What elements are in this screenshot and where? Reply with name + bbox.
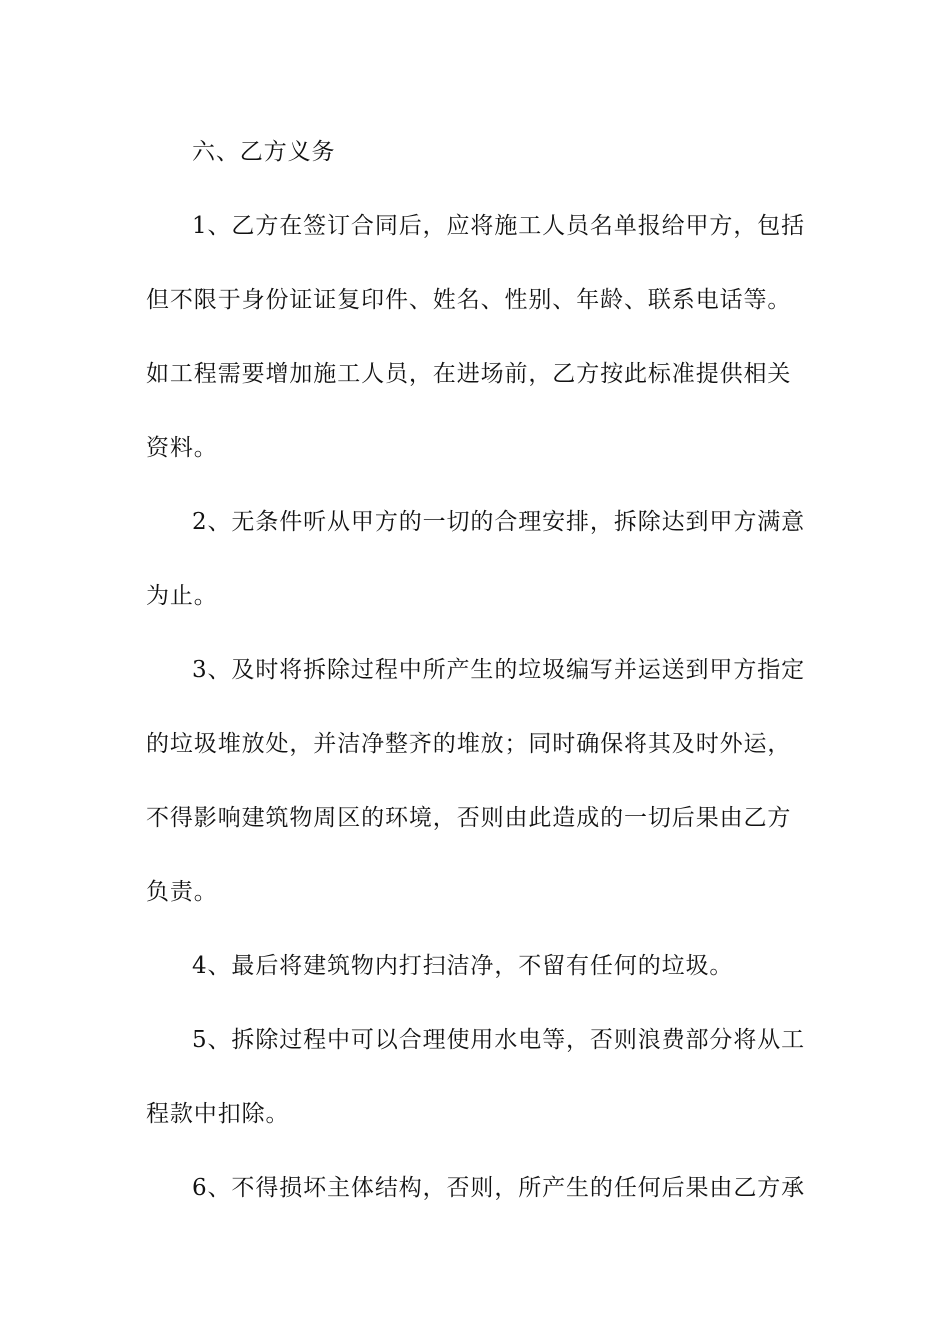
paragraph-line: 负责。 [146,879,218,905]
paragraph-line: 程款中扣除。 [146,1101,290,1127]
paragraph-line: 2、无条件听从甲方的一切的合理安排，拆除达到甲方满意 [192,509,806,535]
paragraph-line: 资料。 [146,435,218,461]
paragraph-line: 的垃圾堆放处，并洁净整齐的堆放；同时确保将其及时外运， [146,731,792,757]
paragraph-line: 3、及时将拆除过程中所产生的垃圾编写并运送到甲方指定 [192,657,806,683]
paragraph-line: 为止。 [146,583,218,609]
paragraph-line: 4、最后将建筑物内打扫洁净，不留有任何的垃圾。 [192,953,734,979]
document-body [146,128,806,1238]
section-heading: 六、乙方义务 [192,139,336,165]
paragraph-line: 但不限于身份证证复印件、姓名、性别、年龄、联系电话等。 [146,287,792,313]
paragraph-line: 如工程需要增加施工人员，在进场前，乙方按此标准提供相关 [146,361,792,387]
paragraph-line: 不得影响建筑物周区的环境，否则由此造成的一切后果由乙方 [146,805,792,831]
paragraph-line: 6、不得损坏主体结构，否则，所产生的任何后果由乙方承 [192,1175,806,1201]
paragraph-line: 5、拆除过程中可以合理使用水电等，否则浪费部分将从工 [192,1027,806,1053]
paragraph-line: 1、乙方在签订合同后，应将施工人员名单报给甲方，包括 [192,213,806,239]
